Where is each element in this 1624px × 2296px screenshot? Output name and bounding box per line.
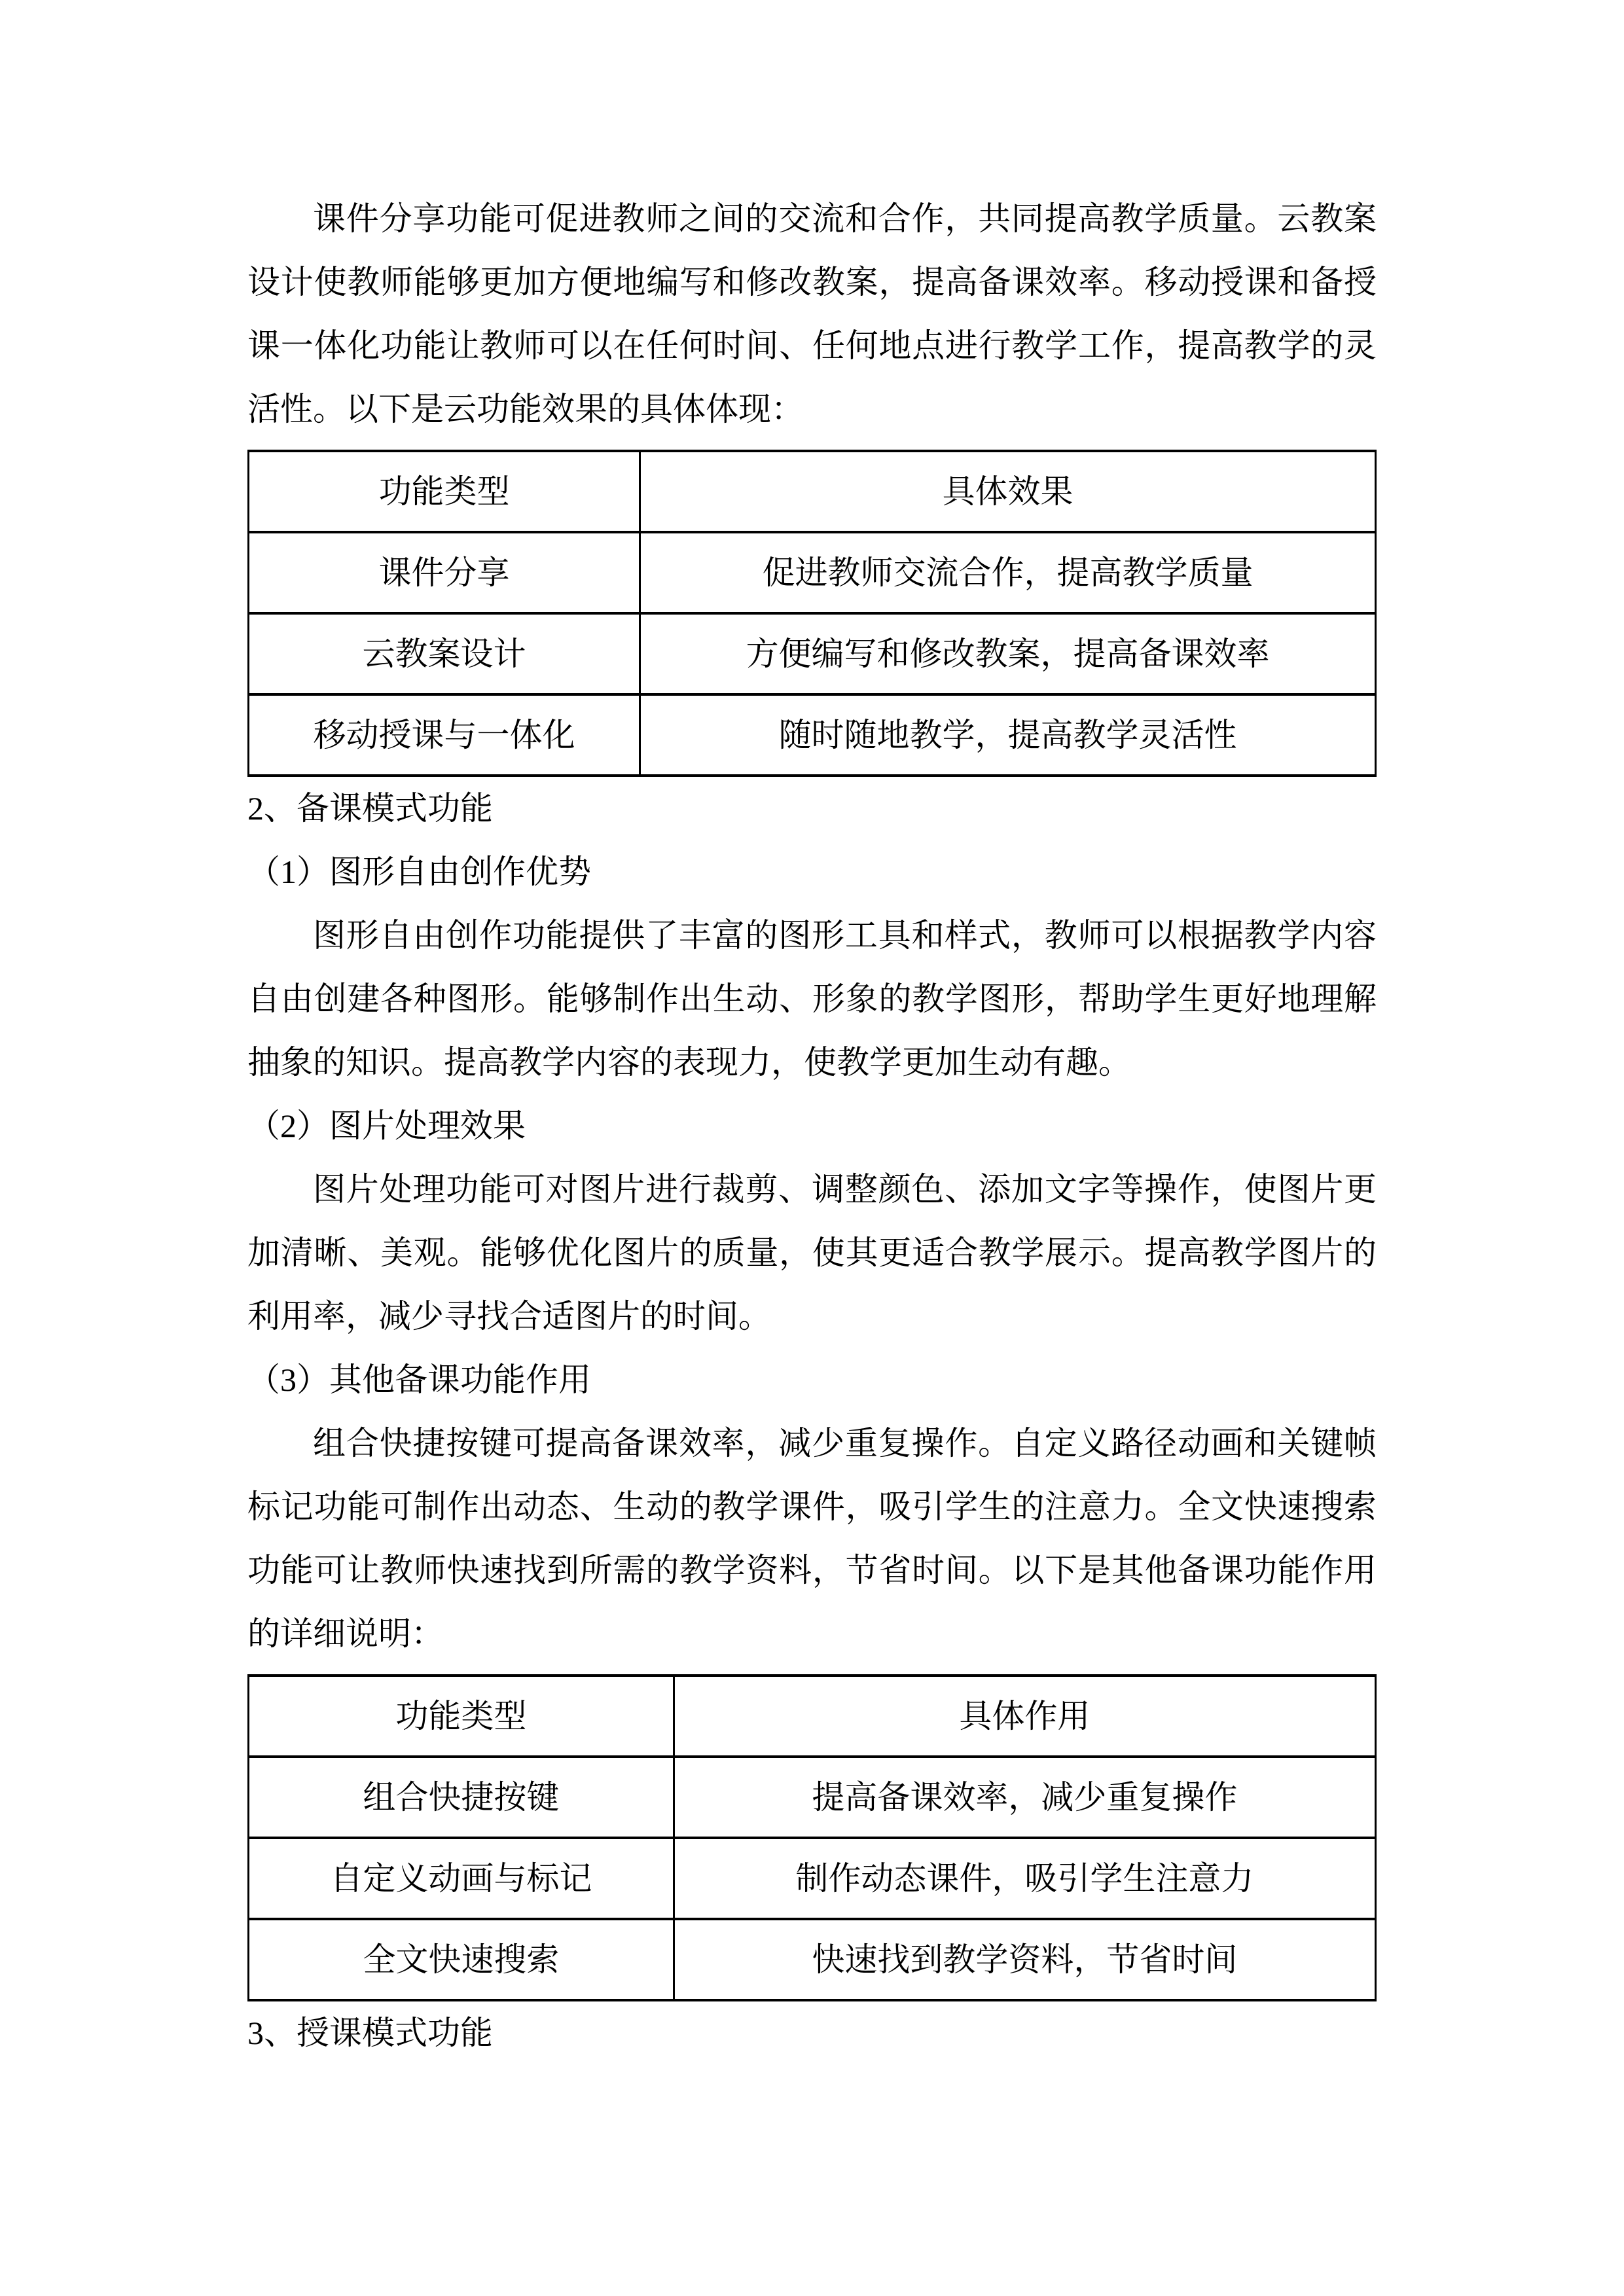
table-cell: 课件分享 xyxy=(249,532,640,613)
prep-table-header-type: 功能类型 xyxy=(249,1676,674,1757)
cloud-table-header-effect: 具体效果 xyxy=(640,451,1376,532)
table-cell: 促进教师交流合作，提高教学质量 xyxy=(640,532,1376,613)
prep-functions-table xyxy=(247,1674,1377,2001)
cloud-effects-table xyxy=(247,450,1377,777)
table-row xyxy=(249,1838,1376,1919)
subsection-heading-other-prep: （3）其他备课功能作用 xyxy=(247,1361,591,1398)
subsection-heading-graphic-creation: （1）图形自由创作优势 xyxy=(247,853,591,890)
table-row xyxy=(249,1757,1376,1838)
image-processing-paragraph: 图片处理功能可对图片进行裁剪、调整颜色、添加文字等操作，使图片更加清晰、美观。能够优化图片的质量，使其更适合教学展示。提高教学图片的利用率，减少寻找合适图片的时间。 xyxy=(247,1171,1377,1335)
table-row xyxy=(249,694,1376,776)
table-header-row xyxy=(249,1676,1376,1757)
intro-paragraph: 课件分享功能可促进教师之间的交流和合作，共同提高教学质量。云教案设计使教师能够更加方便地编写和修改教案，提高备课效率。移动授课和备授课一体化功能让教师可以在任何时间、任何地点进行教学工作，提高教学的灵活性。以下是云功能效果的具体体现： xyxy=(247,200,1377,427)
table-row xyxy=(249,613,1376,694)
table-row xyxy=(249,1919,1376,2000)
table-cell: 制作动态课件，吸引学生注意力 xyxy=(674,1838,1375,1919)
table-cell: 随时随地教学，提高教学灵活性 xyxy=(640,694,1376,776)
table-cell: 快速找到教学资料，节省时间 xyxy=(674,1919,1375,2000)
prep-table-header-role: 具体作用 xyxy=(674,1676,1375,1757)
other-prep-paragraph: 组合快捷按键可提高备课效率，减少重复操作。自定义路径动画和关键帧标记功能可制作出动态、生动的教学课件，吸引学生的注意力。全文快速搜索功能可让教师快速找到所需的教学资料，节省时间。以下是其他备课功能作用的详细说明： xyxy=(247,1425,1377,1652)
table-cell: 提高备课效率，减少重复操作 xyxy=(674,1757,1375,1838)
section-heading-teaching-mode: 3、授课模式功能 xyxy=(247,2015,493,2051)
cloud-table-header-type: 功能类型 xyxy=(249,451,640,532)
table-row xyxy=(249,532,1376,613)
graphic-creation-paragraph: 图形自由创作功能提供了丰富的图形工具和样式，教师可以根据教学内容自由创建各种图形。能够制作出生动、形象的教学图形，帮助学生更好地理解抽象的知识。提高教学内容的表现力，使教学更加生动有趣。 xyxy=(247,917,1377,1081)
table-cell: 方便编写和修改教案，提高备课效率 xyxy=(640,613,1376,694)
table-cell: 云教案设计 xyxy=(249,613,640,694)
subsection-heading-image-processing: （2）图片处理效果 xyxy=(247,1107,526,1144)
section-heading-prep-mode: 2、备课模式功能 xyxy=(247,790,493,827)
table-cell: 全文快速搜索 xyxy=(249,1919,674,2000)
table-cell: 自定义动画与标记 xyxy=(249,1838,674,1919)
table-cell: 移动授课与一体化 xyxy=(249,694,640,776)
table-header-row xyxy=(249,451,1376,532)
table-cell: 组合快捷按键 xyxy=(249,1757,674,1838)
